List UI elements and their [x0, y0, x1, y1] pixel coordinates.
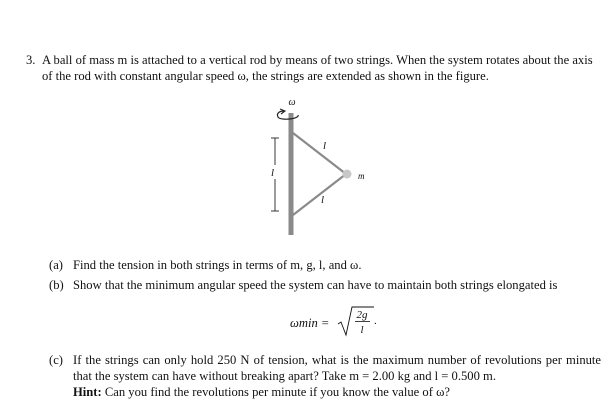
rotation-arrow-icon — [277, 111, 298, 119]
formula-denominator: l — [360, 324, 364, 336]
hint-label: Hint: — [73, 385, 102, 399]
part-a-label: (a) — [49, 258, 63, 272]
formula-period: . — [374, 315, 377, 327]
formula-numerator: 2g — [356, 309, 368, 321]
lower-string — [293, 174, 346, 215]
ball — [343, 170, 352, 179]
upper-string-label: l — [323, 140, 327, 152]
problem-text: A ball of mass m is attached to a vertical rod by means of two strings. When the system rotates about the axis of the rod with constant angular speed ω, the strings are extended as shown in the figure. — [42, 53, 593, 83]
part-b-text: Show that the minimum angular speed the system can have to maintain both strings elongated is — [73, 278, 558, 292]
upper-string — [293, 133, 346, 174]
part-a — [49, 257, 601, 273]
part-a-text: Find the tension in both strings in terms of m, g, l, and ω. — [73, 258, 362, 272]
part-c-question: If the strings can only hold 250 N of tension, what is the maximum number of revolutions per minute that the system can have without breaking apart? Take m = 2.00 kg and l = 0.500 m. — [73, 353, 601, 383]
separation-label: l — [271, 167, 275, 179]
part-c-label: (c) — [49, 353, 63, 367]
part-b-label: (b) — [49, 278, 64, 292]
vertical-rod — [289, 113, 294, 235]
hint-text: Can you find the revolutions per minute if you know the value of ω? — [104, 385, 450, 399]
part-b — [49, 277, 601, 293]
omega-label: ω — [288, 97, 296, 108]
part-c — [49, 352, 601, 400]
sqrt-fraction — [336, 304, 380, 338]
formula-lhs: ωmin = — [290, 316, 330, 330]
ball-label: m — [358, 171, 365, 181]
lower-string-label: l — [321, 194, 325, 206]
problem-number: 3. — [26, 53, 36, 67]
rotating-rod-figure — [250, 97, 370, 237]
problem-statement — [26, 52, 601, 84]
part-c-text — [73, 352, 601, 400]
